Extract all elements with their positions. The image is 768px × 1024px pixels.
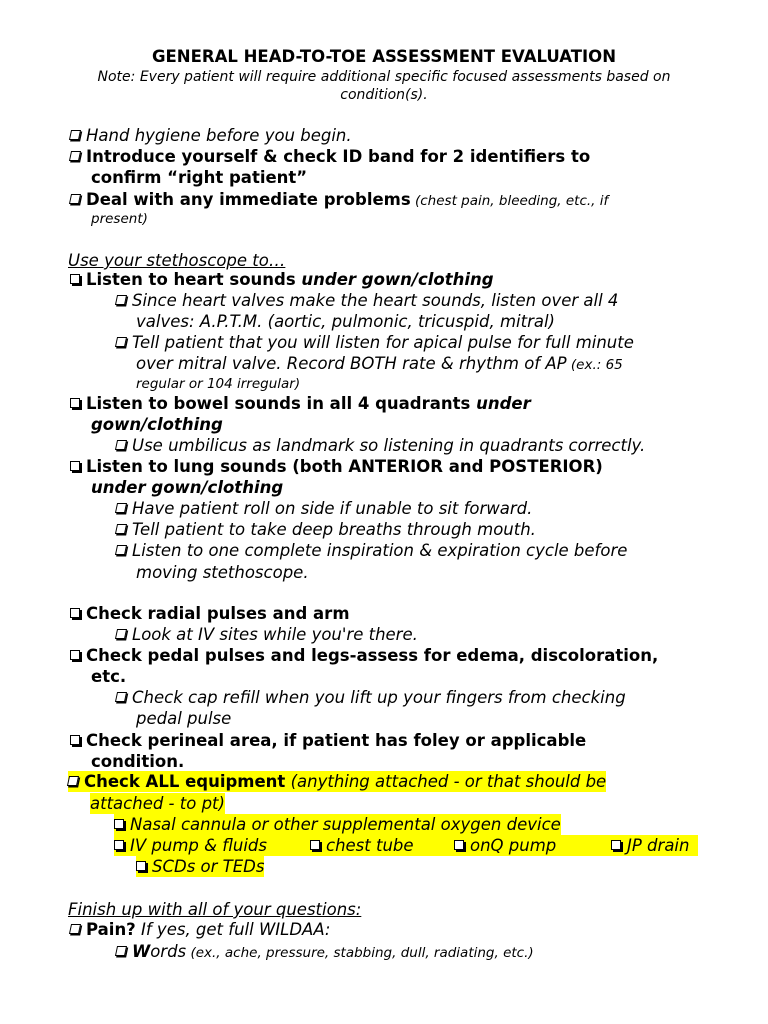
item-text: over mitral valve. Record BOTH rate & rhythm of AP [136, 354, 567, 373]
checkbox-icon[interactable] [69, 924, 81, 934]
item-text: Check cap refill when you lift up your fingers from checking [132, 688, 626, 707]
subitem-jp-drain [611, 835, 689, 856]
checkbox-icon[interactable] [310, 840, 320, 850]
item-iv-pump: IV pump & fluids [130, 836, 268, 855]
item-text: Deal with any immediate problems [86, 190, 411, 209]
checkbox-icon[interactable] [70, 461, 80, 471]
item-pedal-cont: etc. [91, 667, 127, 686]
checkbox-icon[interactable] [115, 946, 127, 956]
section-heading-finish: Finish up with all of your questions: [68, 900, 362, 919]
checkbox-icon[interactable] [115, 503, 127, 513]
item-detail: If yes, get full WILDAA: [135, 920, 331, 939]
subitem-cycle-cont: moving stethoscope. [136, 563, 309, 582]
item-equipment [68, 771, 606, 792]
checkbox-icon[interactable] [70, 398, 80, 408]
item-detail: (ex., ache, pressure, stabbing, dull, radiating, etc.) [186, 945, 534, 961]
item-radial-pulses [70, 603, 350, 624]
checkbox-icon[interactable] [69, 194, 81, 204]
subitem-iv-sites [116, 624, 418, 645]
document-title: GENERAL HEAD-TO-TOE ASSESSMENT EVALUATION [151, 47, 617, 66]
subitem-cap-refill [116, 687, 626, 708]
item-text: Pain? [86, 920, 136, 939]
subitem-apical-cont [136, 353, 623, 376]
checkbox-icon[interactable] [115, 440, 127, 450]
item-detail: (chest pain, bleeding, etc., if [410, 193, 609, 209]
item-equipment-cont: attached - to pt) [90, 794, 225, 813]
item-heart-sounds [70, 269, 494, 290]
item-deal-problems [70, 189, 608, 212]
document-note [60, 68, 708, 104]
item-text: Check perineal area, if patient has foley or applicable [86, 731, 587, 750]
checkbox-icon[interactable] [70, 650, 80, 660]
checkbox-icon[interactable] [114, 819, 124, 829]
subitem-roll [116, 498, 532, 519]
item-text-rest: ords [150, 942, 187, 961]
checkbox-icon[interactable] [611, 840, 621, 850]
subitem-valves [116, 290, 618, 311]
item-text: Listen to lung sounds (both ANTERIOR and POSTERIOR) [86, 457, 603, 476]
item-text: Nasal cannula or other supplemental oxygen device [130, 815, 561, 834]
item-text: W [132, 942, 151, 961]
item-introduce-cont: confirm “right patient” [91, 168, 308, 187]
item-text: Hand hygiene before you begin. [86, 126, 352, 145]
subitem-nasal-cannula [114, 814, 561, 835]
subitem-umbilicus [116, 435, 645, 456]
item-text: Introduce yourself & check ID band for 2 identifiers to [86, 147, 591, 166]
item-bowel-cont: gown/clothing [91, 415, 223, 434]
item-text: Listen to bowel sounds in all 4 quadrants [86, 394, 477, 413]
checkbox-icon[interactable] [70, 735, 80, 745]
subitem-apical [116, 332, 634, 353]
note-line-2: condition(s). [340, 87, 428, 103]
subitem-scds [136, 856, 264, 877]
subitem-onq-pump [454, 835, 556, 856]
item-detail: (ex.: 65 [566, 357, 623, 373]
item-text: onQ pump [470, 836, 557, 855]
item-perineal-cont: condition. [91, 752, 185, 771]
subitem-apical-cont-2: regular or 104 irregular) [136, 376, 301, 392]
note-line-1: Note: Every patient will require additional specific focused assessments based on [97, 69, 671, 85]
checkbox-icon[interactable] [454, 840, 464, 850]
checkbox-icon[interactable] [70, 608, 80, 618]
subitem-breaths [116, 519, 536, 540]
item-emphasis: (anything attached - or that should be [285, 772, 607, 791]
checkbox-icon[interactable] [115, 524, 127, 534]
checkbox-icon[interactable] [69, 130, 81, 140]
item-text: JP drain [627, 836, 690, 855]
item-lung-cont: under gown/clothing [91, 478, 284, 497]
item-text: Have patient roll on side if unable to sit forward. [132, 499, 533, 518]
subitem-words [116, 941, 534, 964]
subitem-chest-tube [310, 835, 414, 856]
item-pain [70, 919, 330, 940]
checkbox-icon[interactable] [115, 295, 127, 305]
item-emphasis: under [476, 394, 531, 413]
checkbox-icon[interactable] [115, 692, 127, 702]
item-text: Check radial pulses and arm [86, 604, 350, 623]
item-text: Listen to one complete inspiration & expiration cycle before [132, 541, 628, 560]
checkbox-icon[interactable] [70, 274, 80, 284]
item-pedal-pulses [70, 645, 658, 666]
checkbox-icon[interactable] [69, 151, 81, 161]
checkbox-icon[interactable] [67, 776, 79, 786]
item-text: Check pedal pulses and legs-assess for edema, discoloration, [86, 646, 659, 665]
checkbox-icon[interactable] [115, 545, 127, 555]
subitem-cycle [116, 540, 627, 561]
item-text: Tell patient that you will listen for apical pulse for full minute [132, 333, 634, 352]
item-deal-cont: present) [91, 211, 148, 227]
item-perineal [70, 730, 586, 751]
item-text: Tell patient to take deep breaths through mouth. [132, 520, 536, 539]
item-text: Check ALL equipment [84, 772, 286, 791]
subitem-cap-refill-cont: pedal pulse [136, 709, 232, 728]
item-text: SCDs or TEDs [152, 857, 265, 876]
section-heading-stethoscope: Use your stethoscope to… [68, 251, 286, 270]
item-text: chest tube [326, 836, 414, 855]
item-introduce [70, 146, 590, 167]
item-text: Listen to heart sounds [86, 270, 302, 289]
subitem-valves-cont: valves: A.P.T.M. (aortic, pulmonic, tricuspid, mitral) [136, 312, 555, 331]
item-emphasis: under gown/clothing [301, 270, 494, 289]
checkbox-icon[interactable] [136, 861, 146, 871]
checkbox-icon[interactable] [115, 337, 127, 347]
item-bowel-sounds [70, 393, 531, 414]
checkbox-icon[interactable] [115, 629, 127, 639]
item-text: Look at IV sites while you're there. [132, 625, 418, 644]
item-lung-sounds [70, 456, 603, 477]
item-text: Use umbilicus as landmark so listening in quadrants correctly. [132, 436, 646, 455]
item-hand-hygiene [70, 125, 352, 146]
item-text: Since heart valves make the heart sounds, listen over all 4 [132, 291, 619, 310]
checkbox-icon[interactable] [114, 840, 124, 850]
